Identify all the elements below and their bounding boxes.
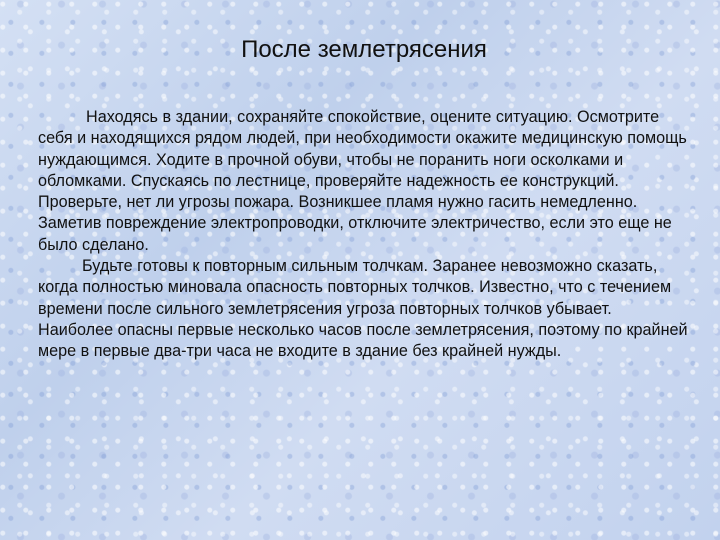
paragraph-fire-check: Проверьте, нет ли угрозы пожара. Возникшее пламя нужно гасить немедленно. Заметив повреждение электропроводки, отключите электричество, если это еще не было сделано. bbox=[38, 193, 672, 254]
slide-title: После землетрясения bbox=[241, 36, 487, 63]
paragraph-aftershocks: Будьте готовы к повторным сильным толчкам. Заранее невозможно сказать, когда полностью миновала опасность повторных толчков. Известно, что с течением времени после сильного землетрясения угроза повторных толчков убывает. bbox=[38, 257, 672, 318]
slide-body bbox=[38, 107, 690, 363]
paragraph-stay-calm: Находясь в здании, сохраняйте спокойствие, оцените ситуацию. Осмотрите себя и находящихся рядом людей, при необходимости окажите медицинскую помощь нуждающимся. Ходите в прочной обуви, чтобы не поранить ноги осколками и обломками. Спускаясь по лестнице, проверяйте надежность ее конструкций. bbox=[38, 108, 687, 190]
paragraph-first-hours: Наиболее опасны первые несколько часов после землетрясения, поэтому по крайней мере в первые два-три часа не входите в здание без крайней нужды. bbox=[38, 320, 688, 361]
